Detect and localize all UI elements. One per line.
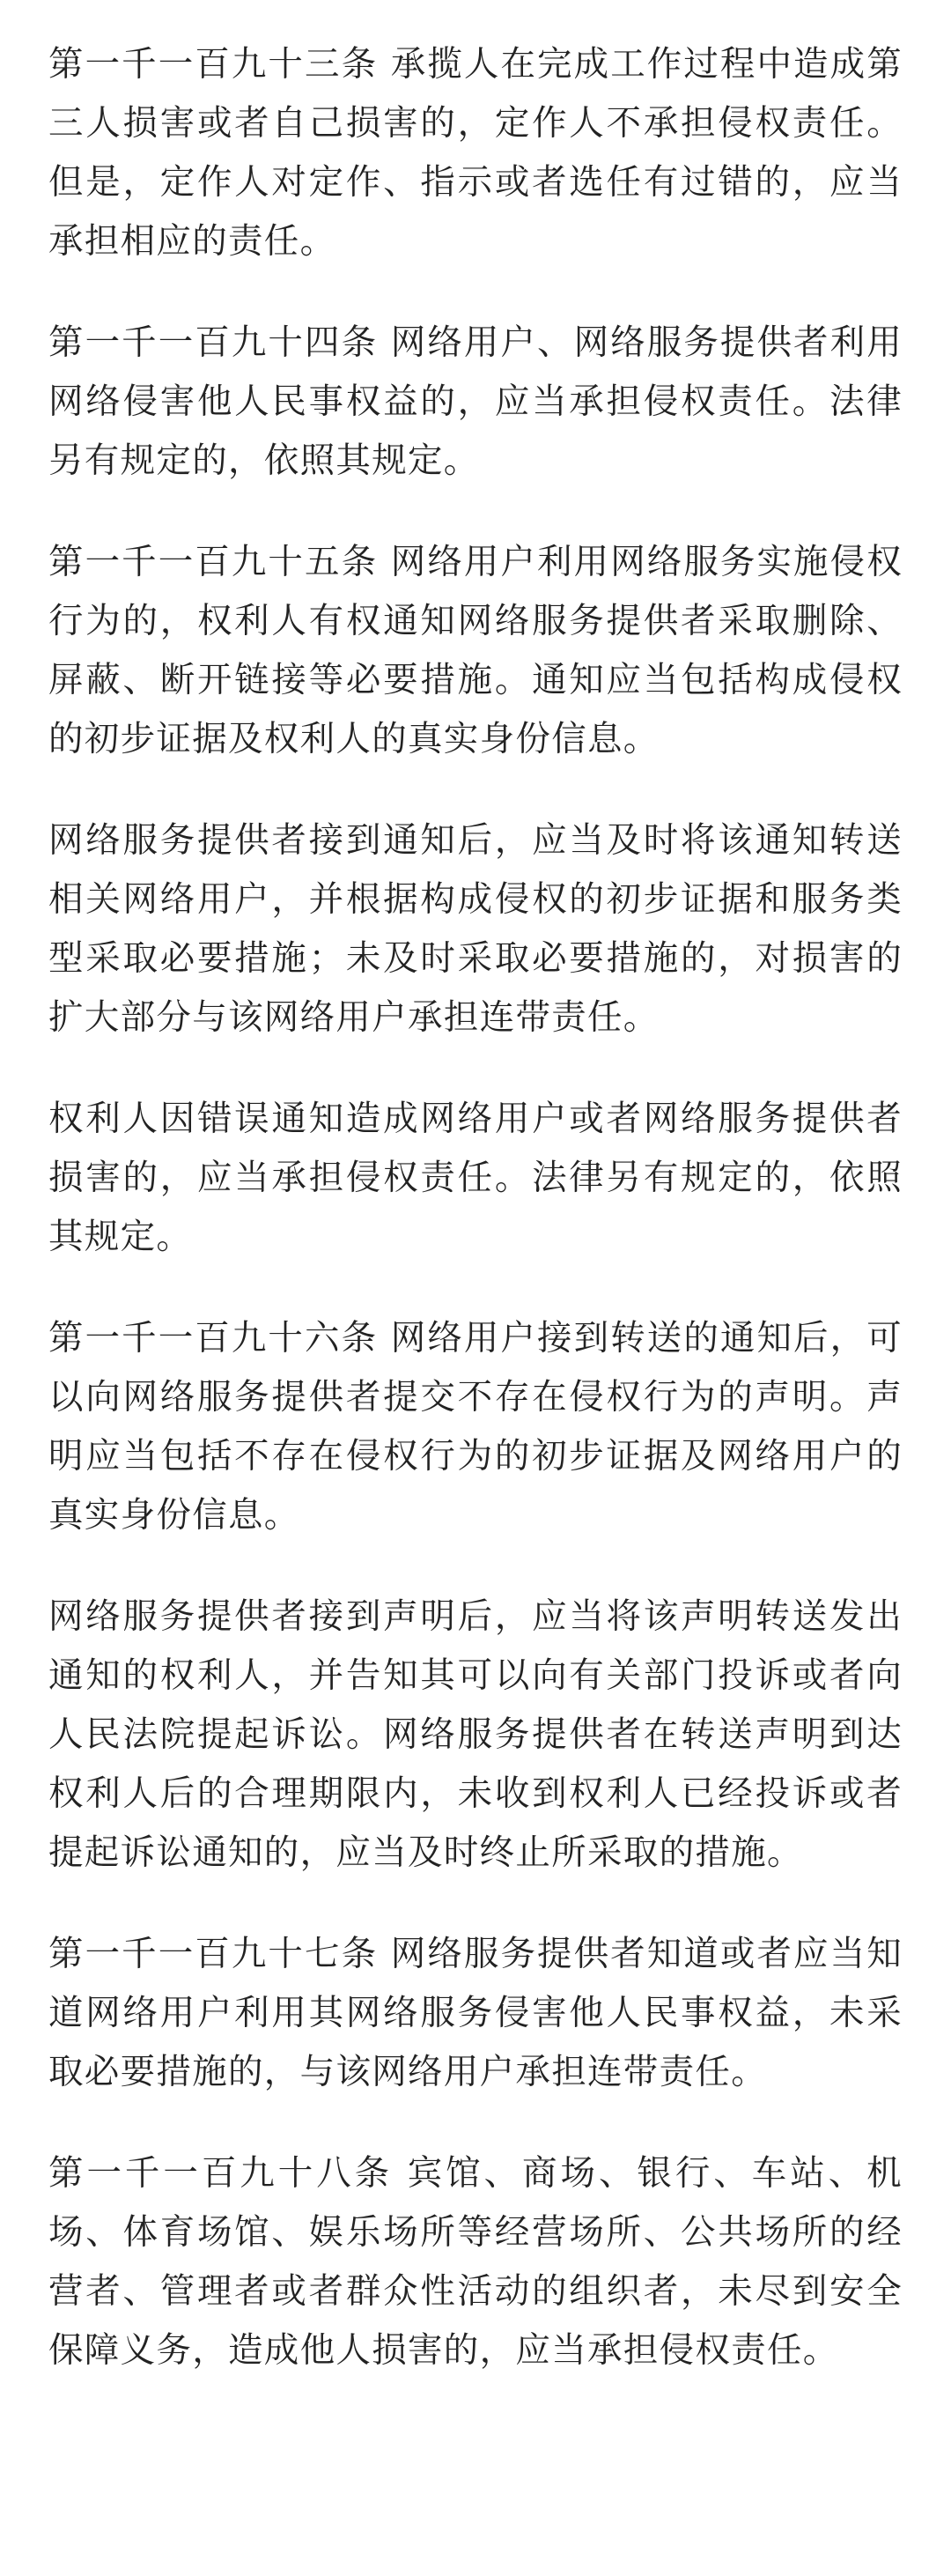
- paragraph-article-1194: 第一千一百九十四条 网络用户、网络服务提供者利用网络侵害他人民事权益的，应当承担侵权责任。法律另有规定的，依照其规定。: [48, 322, 903, 481]
- paragraph-article-1193: 第一千一百九十三条 承揽人在完成工作过程中造成第三人损害或者自己损害的，定作人不承担侵权责任。但是，定作人对定作、指示或者选任有过错的，应当承担相应的责任。: [48, 44, 903, 262]
- paragraph-article-1198: 第一千一百九十八条 宾馆、商场、银行、车站、机场、体育场馆、娱乐场所等经营场所、公共场所的经营者、管理者或者群众性活动的组织者，未尽到安全保障义务，造成他人损害的，应当承担侵权责任。: [48, 2153, 903, 2371]
- paragraph-article-1195-clause-3: 权利人因错误通知造成网络用户或者网络服务提供者损害的，应当承担侵权责任。法律另有规定的，依照其规定。: [48, 1099, 903, 1257]
- paragraph-article-1195-clause-2: 网络服务提供者接到通知后，应当及时将该通知转送相关网络用户，并根据构成侵权的初步证据和服务类型采取必要措施；未及时采取必要措施的，对损害的扩大部分与该网络用户承担连带责任。: [48, 820, 903, 1038]
- paragraph-article-1195: 第一千一百九十五条 网络用户利用网络服务实施侵权行为的，权利人有权通知网络服务提供者采取删除、屏蔽、断开链接等必要措施。通知应当包括构成侵权的初步证据及权利人的真实身份信息。: [48, 542, 903, 759]
- paragraph-article-1196: 第一千一百九十六条 网络用户接到转送的通知后，可以向网络服务提供者提交不存在侵权行为的声明。声明应当包括不存在侵权行为的初步证据及网络用户的真实身份信息。: [48, 1318, 903, 1536]
- paragraph-article-1196-clause-2: 网络服务提供者接到声明后，应当将该声明转送发出通知的权利人，并告知其可以向有关部门投诉或者向人民法院提起诉讼。网络服务提供者在转送声明到达权利人后的合理期限内，未收到权利人已经投诉或者提起诉讼通知的，应当及时终止所采取的措施。: [48, 1596, 903, 1873]
- paragraph-article-1197: 第一千一百九十七条 网络服务提供者知道或者应当知道网络用户利用其网络服务侵害他人民事权益，未采取必要措施的，与该网络用户承担连带责任。: [48, 1934, 903, 2092]
